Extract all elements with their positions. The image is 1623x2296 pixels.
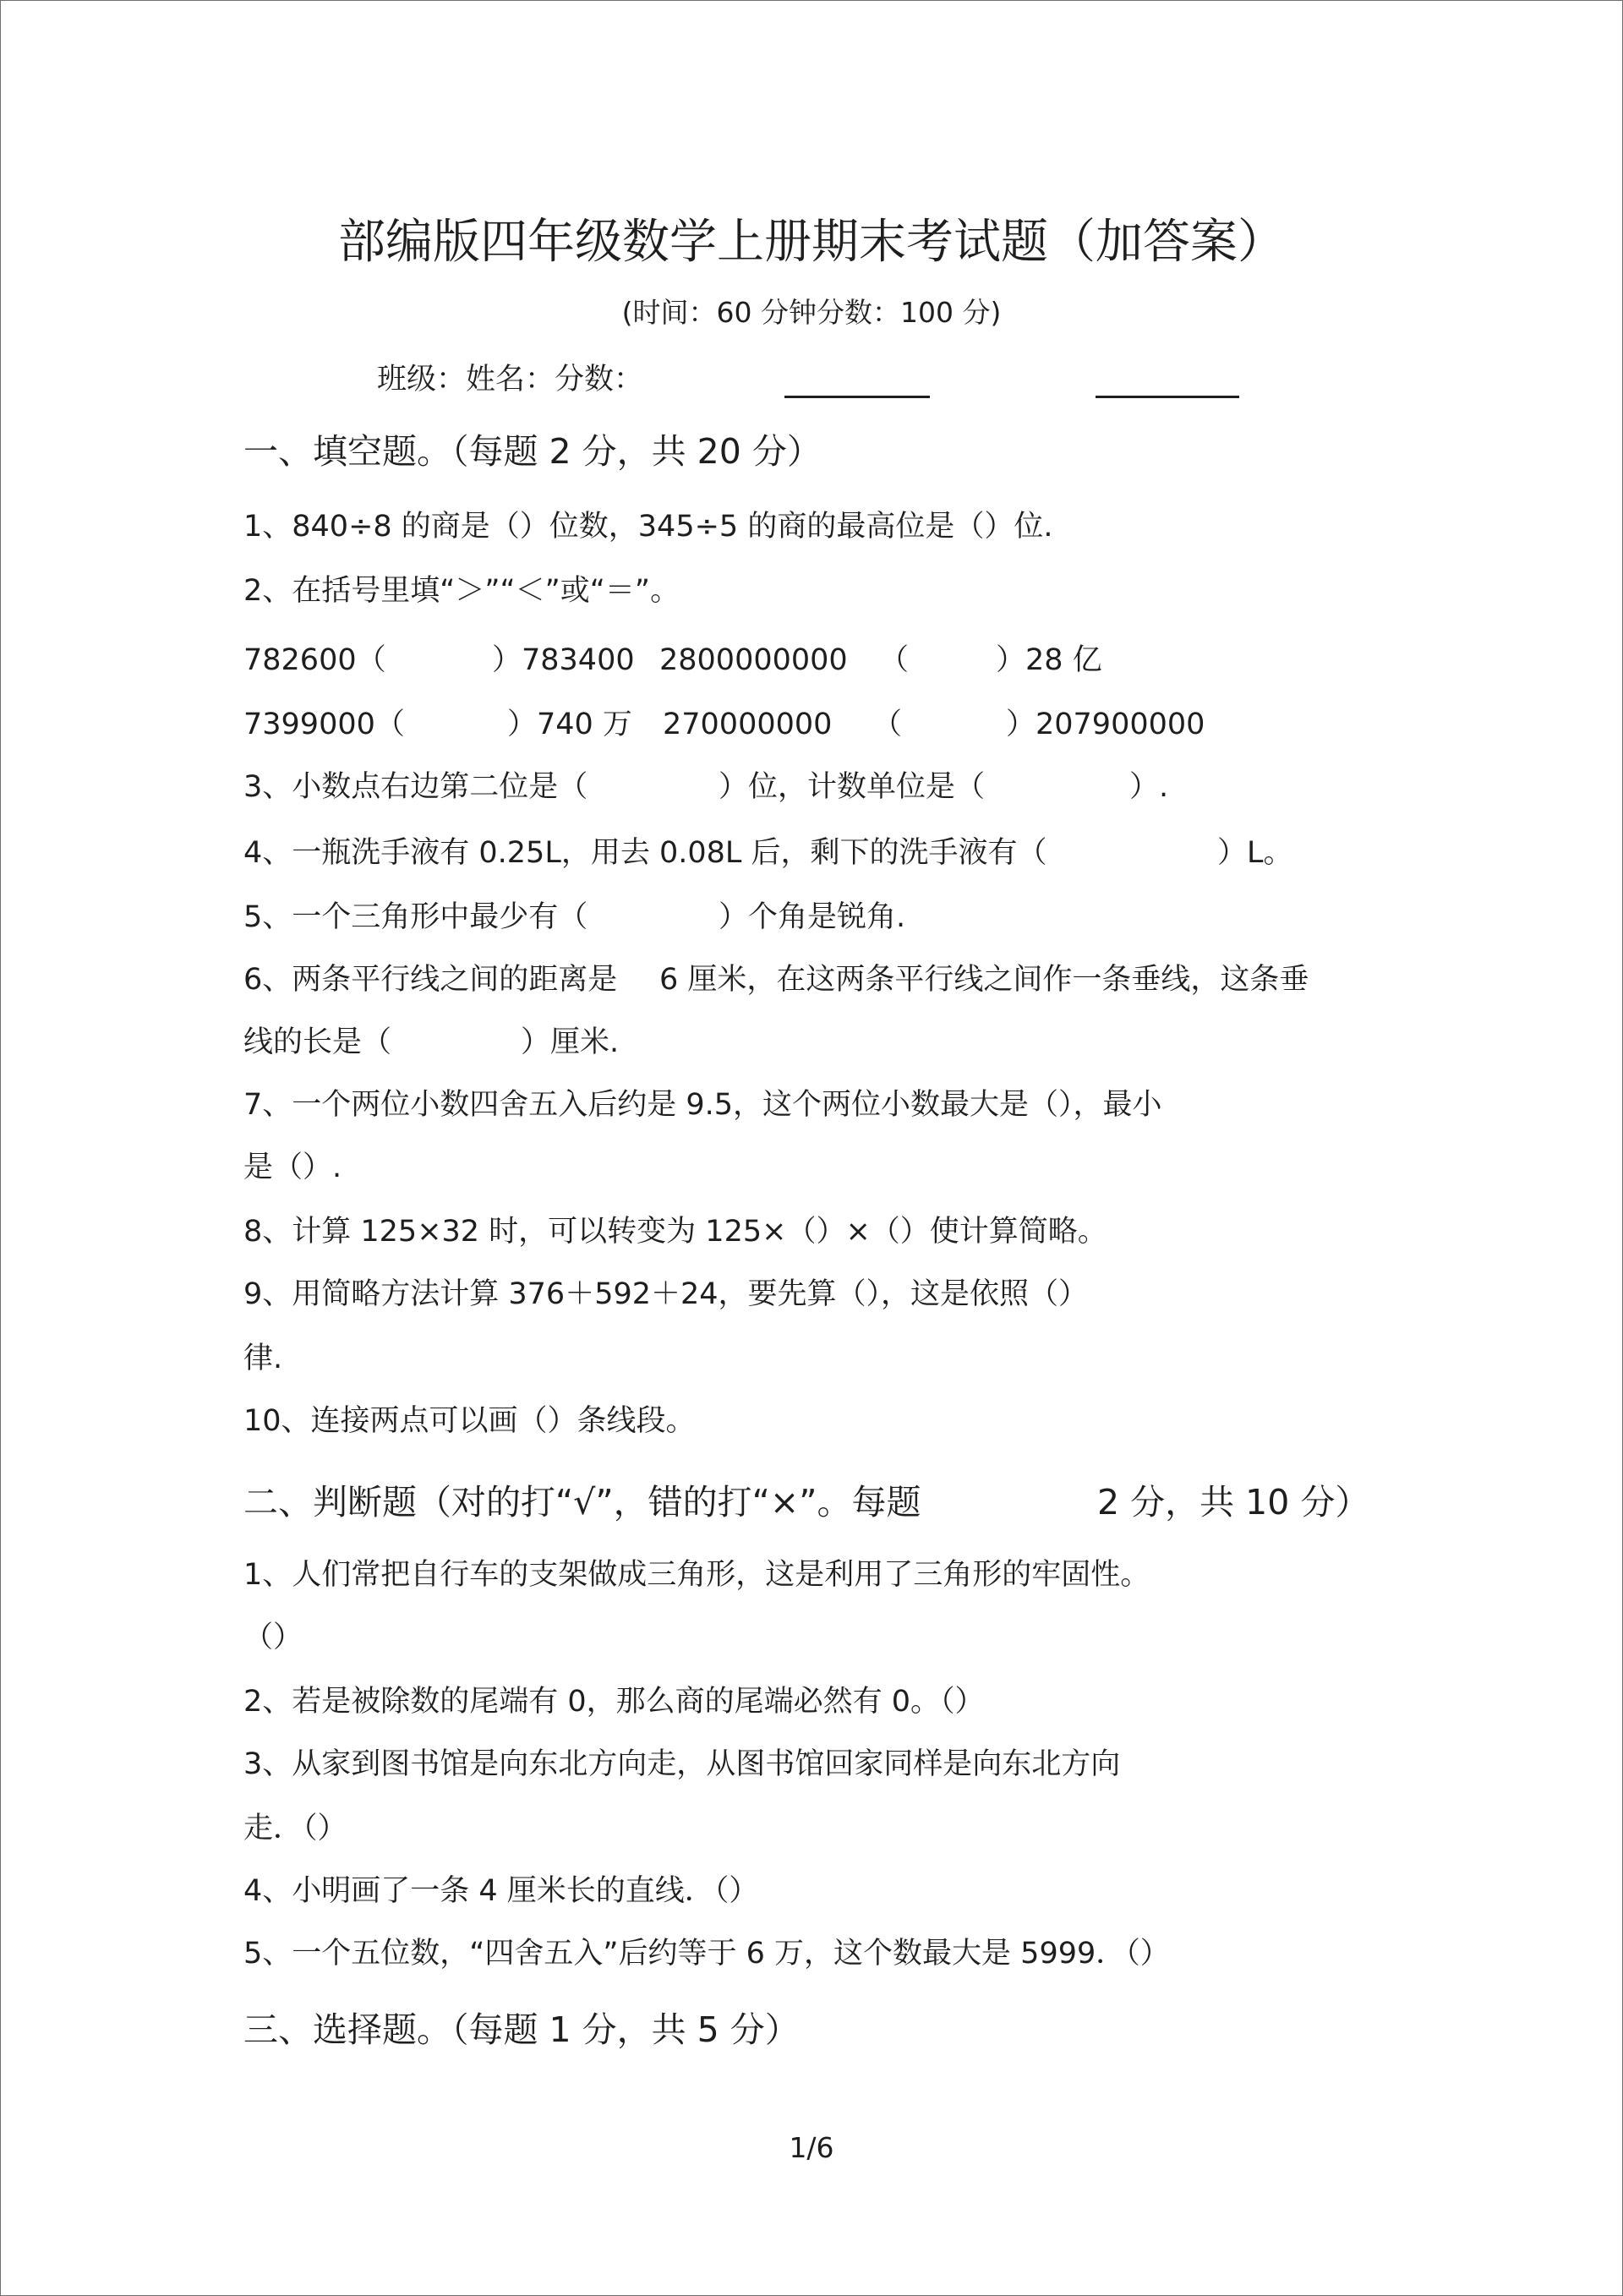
judge-question-3-line2: 走．（） xyxy=(243,1812,347,1845)
compare-item-3-right: ）740 万 xyxy=(507,708,632,741)
fill-question-3-part2: ）位，计数单位是（ xyxy=(719,770,986,804)
judge-question-1: 1、人们常把自行车的支架做成三角形，这是利用了三角形的牢固性。 xyxy=(243,1558,1150,1592)
compare-item-1-right: ）783400 xyxy=(492,643,635,677)
fill-question-6-part1: 6、两条平行线之间的距离是 xyxy=(243,963,618,997)
compare-item-2-left: 2800000000 xyxy=(659,643,848,677)
judge-question-3: 3、从家到图书馆是向东北方向走，从图书馆回家同样是向东北方向 xyxy=(243,1747,1121,1781)
judge-question-4: 4、小明画了一条 4 厘米长的直线．（） xyxy=(243,1874,759,1908)
section-choice-heading: 三、选择题。（每题 1 分，共 5 分） xyxy=(243,2009,800,2050)
fill-question-9: 9、用简略方法计算 376＋592＋24，要先算（），这是依照（） xyxy=(243,1277,1089,1311)
fill-question-8: 8、计算 125×32 时，可以转变为 125×（）×（）使计算简略。 xyxy=(243,1215,1107,1249)
section-judge-heading-part2: 2 分，共 10 分） xyxy=(1097,1482,1370,1522)
fill-question-3-part1: 3、小数点右边第二位是（ xyxy=(243,770,588,804)
fill-question-6-part2: 6 厘米，在这两条平行线之间作一条垂线，这条垂 xyxy=(659,963,1309,997)
fill-question-6-line2-part1: 线的长是（ xyxy=(243,1025,392,1059)
judge-question-5: 5、一个五位数，“四舍五入”后约等于 6 万，这个数最大是 5999．（） xyxy=(243,1937,1170,1971)
fill-question-7: 7、一个两位小数四舍五入后约是 9.5，这个两位小数最大是（），最小 xyxy=(243,1088,1162,1122)
fill-question-3-part3: ）. xyxy=(1129,770,1169,804)
compare-item-4-right: ）207900000 xyxy=(1006,708,1205,741)
exam-time-score: (时间：60 分钟分数：100 分) xyxy=(621,296,1002,329)
fill-question-5-part2: ）个角是锐角. xyxy=(719,900,906,934)
section-fill-heading: 一、填空题。（每题 2 分，共 20 分） xyxy=(243,431,822,472)
fill-question-4-part1: 4、一瓶洗手液有 0.25L，用去 0.08L 后，剩下的洗手液有（ xyxy=(243,836,1047,870)
section-judge-heading-part1: 二、判断题（对的打“√”，错的打“×”。每题 xyxy=(243,1482,921,1522)
fill-question-4-part2: ）L。 xyxy=(1217,836,1293,870)
judge-question-1-line2: （） xyxy=(243,1621,303,1654)
fill-question-6-line2-part2: ）厘米. xyxy=(521,1025,620,1059)
compare-item-4-open: （ xyxy=(872,708,903,741)
fill-question-7-line2: 是（）. xyxy=(243,1151,342,1184)
fill-question-10: 10、连接两点可以画（）条线段。 xyxy=(243,1404,696,1438)
compare-item-3-left: 7399000（ xyxy=(243,708,405,741)
compare-item-4-left: 270000000 xyxy=(663,708,833,741)
judge-question-2: 2、若是被除数的尾端有 0，那么商的尾端必然有 0。（） xyxy=(243,1685,985,1719)
score-blank-line xyxy=(1096,396,1239,398)
fill-question-9-line2: 律. xyxy=(243,1342,283,1375)
page-number: 1/6 xyxy=(789,2131,834,2164)
fill-question-2: 2、在括号里填“＞”“＜”或“＝”。 xyxy=(243,574,680,608)
compare-item-1-left: 782600（ xyxy=(243,643,386,677)
fill-question-5-part1: 5、一个三角形中最少有（ xyxy=(243,900,588,934)
compare-item-2-right: ）28 亿 xyxy=(996,643,1102,677)
compare-item-2-open: （ xyxy=(879,643,910,677)
fill-question-1: 1、840÷8 的商是（）位数，345÷5 的商的最高位是（）位. xyxy=(243,510,1053,544)
name-blank-line xyxy=(784,396,930,398)
student-info-label: 班级：姓名：分数： xyxy=(377,363,644,396)
page-title: 部编版四年级数学上册期末考试题（加答案） xyxy=(338,215,1285,270)
